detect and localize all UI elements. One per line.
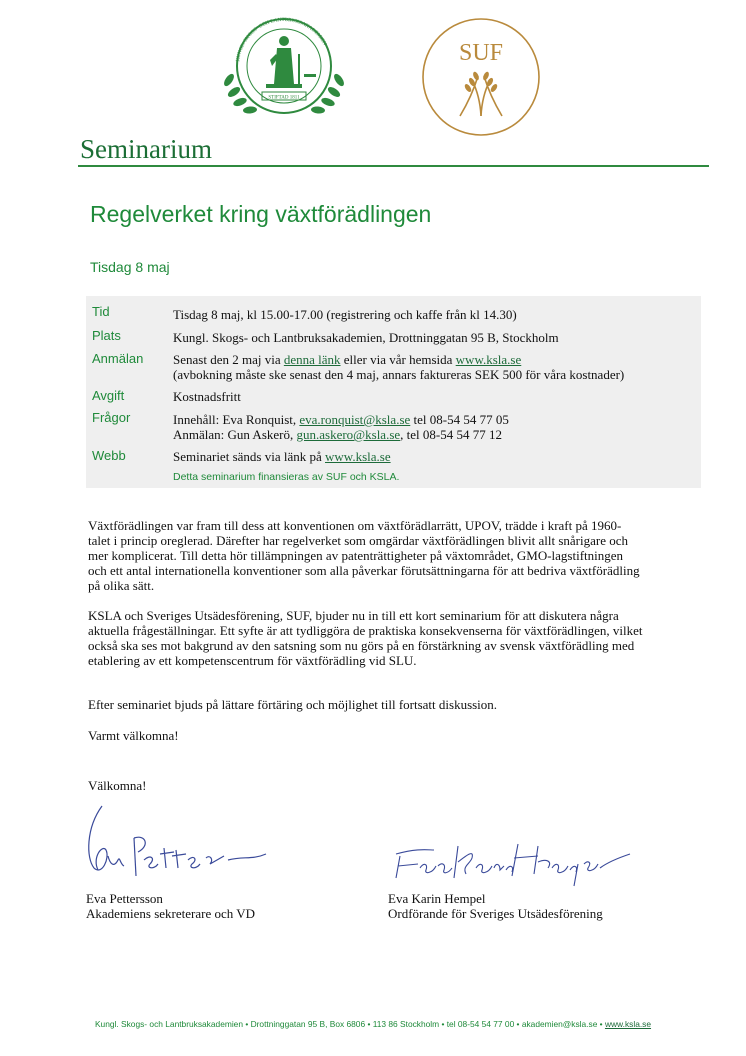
avgift-value: Kostnadsfritt (173, 389, 241, 404)
tid-value: Tisdag 8 maj, kl 15.00-17.00 (registrering och kaffe från kl 14.30) (173, 307, 517, 322)
paragraph-line: och ett antal internationella konventioner som alla påverkar förutsättningarna för att bedriva växtförädling (88, 563, 640, 578)
footer-address: Kungl. Skogs- och Lantbruksakademien • Drottninggatan 95 B, Box 6806 • 113 86 Stockholm • tel 08-54 54 77 00 • akademien@ksla.se • (94, 1019, 605, 1029)
webb-label: Webb (92, 448, 126, 463)
plats-label: Plats (92, 328, 121, 343)
signatory-left (86, 891, 255, 921)
signature-image-right (388, 834, 638, 890)
ksla-logo (214, 14, 354, 126)
header-divider (78, 165, 709, 167)
svg-text:STIFTAD 1811: STIFTAD 1811 (268, 95, 300, 101)
anmalan-label: Anmälan (92, 351, 144, 366)
closing-line: Varmt välkomna! (88, 728, 179, 743)
email-link-ronquist[interactable]: eva.ronquist@ksla.se (299, 412, 411, 427)
email-link-askero[interactable]: gun.askero@ksla.se (296, 427, 401, 442)
contact-phone: tel 08-54 54 77 05 (410, 412, 509, 427)
signatory-right-name: Eva Karin Hempel (388, 891, 486, 906)
paragraph-line: mer komplicerat. Till detta hör tillämpningen av patenträttigheter på växtområdet, GMO-lagstiftningen (88, 548, 624, 563)
ksla-website-link[interactable]: www.ksla.se (455, 352, 522, 367)
svg-text:SUF: SUF (458, 40, 504, 66)
contact-content: Innehåll: Eva Ronquist, (173, 412, 300, 427)
webcast-link[interactable]: www.ksla.se (325, 449, 391, 464)
event-title: Regelverket kring växtförädlingen (90, 201, 432, 227)
svg-text:KUNGL. SKOGS- OCH LANTBRUKSAKA: KUNGL. SKOGS- OCH LANTBRUKSAKADEMIEN (235, 16, 328, 63)
funding-note: Detta seminarium finansieras av SUF och KSLA. (173, 471, 400, 483)
plats-value: Kungl. Skogs- och Lantbruksakademien, Drottninggatan 95 B, Stockholm (173, 330, 559, 345)
anmalan-text: Senast den 2 maj via (173, 352, 284, 367)
paragraph-1 (88, 518, 688, 593)
section-heading: Seminarium (80, 134, 212, 164)
contact-registration: Anmälan: Gun Askerö, (173, 427, 297, 442)
footer (0, 1019, 746, 1029)
signatory-right-title: Ordförande för Sveriges Utsädesförening (388, 906, 603, 921)
paragraph-line: KSLA och Sveriges Utsädesförening, SUF, bjuder nu in till ett kort seminarium för att diskutera några (88, 608, 619, 623)
signature-image-left (84, 798, 274, 890)
footer-website-link[interactable]: www.ksla.se (604, 1019, 652, 1029)
webb-value (173, 449, 391, 464)
fragor-value (173, 412, 509, 442)
paragraph-line: talet i princip oreglerad. Därefter har regelverket som omgärdar växtförädlingen blivit allt snårigare och (88, 533, 628, 548)
paragraph-line: aktuella frågeställningar. Ett syfte är att tydliggöra de praktiska konsekvenserna för växtförädlingen, vilket (88, 623, 643, 638)
suf-logo (420, 16, 542, 138)
tid-label: Tid (92, 304, 110, 319)
paragraph-line: etablering av ett kompetenscentrum för växtförädling vid SLU. (88, 653, 417, 668)
paragraph-line: på olika sätt. (88, 578, 155, 593)
anmalan-text-2: eller via vår hemsida (340, 352, 456, 367)
cancellation-note: (avbokning måste ske senast den 4 maj, annars faktureras SEK 500 för våra kostnader) (173, 367, 625, 382)
signatory-right (388, 891, 603, 921)
greeting: Välkomna! (88, 778, 147, 793)
paragraph-2 (88, 608, 688, 668)
signatory-left-name: Eva Pettersson (86, 891, 163, 906)
info-box (86, 296, 701, 488)
fragor-label: Frågor (92, 410, 131, 425)
avgift-label: Avgift (92, 388, 125, 403)
paragraph-line: också ska ses mot bakgrund av den satsning som nu görs på en förstärkning av svensk växtförädling med (88, 638, 635, 653)
signatory-left-title: Akademiens sekreterare och VD (86, 906, 256, 921)
anmalan-value (173, 352, 624, 382)
event-date: Tisdag 8 maj (90, 259, 170, 275)
webb-text: Seminariet sänds via länk på (173, 449, 325, 464)
registration-link[interactable]: denna länk (283, 352, 341, 367)
paragraph-3: Efter seminariet bjuds på lättare förtäring och möjlighet till fortsatt diskussion. (88, 697, 498, 712)
contact-phone-2: , tel 08-54 54 77 12 (400, 427, 502, 442)
paragraph-line: Växtförädlingen var fram till dess att konventionen om växtförädlarrätt, UPOV, trädde i kraft på 1960- (88, 518, 622, 533)
